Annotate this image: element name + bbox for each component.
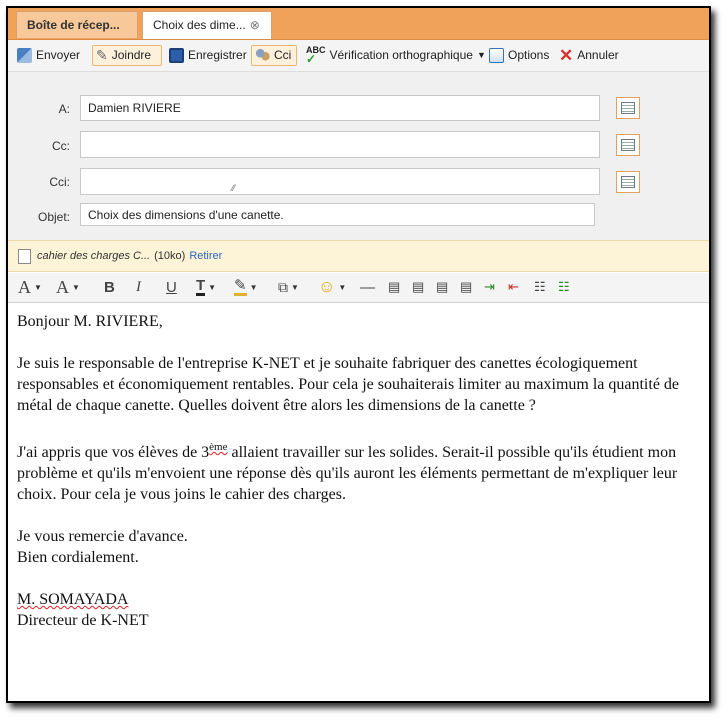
address-book-bcc-icon[interactable]: [616, 171, 640, 193]
tab-bar: [8, 8, 709, 40]
underline-icon[interactable]: U: [166, 278, 177, 296]
options-icon: [489, 48, 504, 63]
insert-link-icon[interactable]: ⧉ ▼: [278, 278, 299, 295]
paragraph-2-superscript: ème: [209, 441, 228, 453]
paragraph-2-start: J'ai appris que vos élèves de: [17, 444, 202, 461]
tab-compose[interactable]: [142, 11, 272, 39]
align-center-icon[interactable]: ▤: [412, 279, 425, 294]
send-label: Envoyer: [36, 48, 81, 62]
bcc-button[interactable]: [251, 45, 297, 66]
address-book-to-icon[interactable]: [616, 97, 640, 119]
resize-handle-icon[interactable]: ⁄⁄: [231, 183, 235, 193]
spellcheck-label: Vérification orthographique: [329, 48, 473, 62]
spellcheck-icon: ABC ✓: [306, 45, 326, 66]
italic-icon[interactable]: I: [136, 278, 141, 295]
indent-icon[interactable]: ⇥: [484, 279, 495, 294]
align-left-icon[interactable]: ▤: [388, 279, 401, 294]
bcc-label: Cci: [274, 48, 292, 62]
bcc-field[interactable]: [80, 168, 600, 195]
paragraph-2: [17, 437, 700, 505]
spellcheck-button[interactable]: [303, 45, 489, 66]
paragraph-1: Je suis le responsable de l'entreprise K-NET et je souhaite fabriquer des canettes écologiquement responsables et économiquement rentables. Pour cela je souhaiterais limiter au maximum la quantité de métal de chaque canette. Quelles doivent être alors les dimensions de la canette ?: [17, 355, 680, 414]
paperclip-icon: ✎: [96, 47, 108, 63]
format-toolbar: [8, 273, 709, 303]
remove-attachment-link[interactable]: Retirer: [189, 250, 223, 262]
subject-value: Choix des dimensions d'une canette.: [88, 207, 284, 222]
bullet-list-icon[interactable]: ☷: [558, 279, 570, 294]
paragraph-2-end: allaient travailler sur les solides. Serait-il possible qu'ils étudient mon problème et qu'ils m'envoient une réponse dès qu'ils auront les éléments permettant de m'expliquer leur choix. Pour cela je vous joins le cahier des charges.: [17, 444, 678, 503]
outdent-icon[interactable]: ⇤: [508, 279, 519, 294]
font-family-icon[interactable]: A ▼: [18, 276, 42, 297]
signature-name-text: M. SOMAYADA: [17, 591, 129, 608]
text-color-icon[interactable]: T ▼: [196, 276, 217, 294]
emoji-icon[interactable]: ☺ ▼: [318, 277, 347, 296]
save-icon: [169, 48, 184, 63]
numbered-list-icon[interactable]: ☷: [534, 279, 546, 294]
cancel-button[interactable]: [556, 45, 622, 66]
users-icon: [255, 48, 270, 63]
subject-field[interactable]: [80, 203, 595, 226]
to-value: Damien RIVIERE: [88, 101, 181, 115]
bold-icon[interactable]: B: [104, 278, 115, 296]
attach-label: Joindre: [111, 48, 152, 62]
options-button[interactable]: [486, 45, 552, 66]
tab-inbox-label: Boîte de récep...: [27, 18, 120, 32]
to-field[interactable]: [80, 95, 600, 121]
font-size-icon[interactable]: A ▼: [56, 276, 80, 297]
send-icon: [17, 48, 32, 63]
attach-button[interactable]: [92, 45, 162, 66]
attachment-bar: [8, 240, 709, 272]
chevron-down-icon: ▼: [476, 50, 486, 60]
horizontal-rule-icon[interactable]: —: [360, 278, 375, 296]
options-label: Options: [508, 48, 550, 62]
thanks-text: Je vous remercie d'avance.: [17, 528, 188, 545]
send-button[interactable]: [14, 45, 83, 66]
save-label: Enregistrer: [188, 48, 247, 62]
tab-compose-label: Choix des dime...: [153, 18, 246, 32]
cc-label: Cc:: [52, 139, 70, 153]
document-icon: [18, 249, 31, 264]
paragraph-2-grade: 3: [201, 444, 210, 461]
cc-field[interactable]: [80, 131, 600, 158]
align-justify-icon[interactable]: ▤: [460, 279, 473, 294]
signature-title: Directeur de K-NET: [17, 612, 149, 629]
cancel-label: Annuler: [577, 48, 619, 62]
close-icon: ✕: [559, 46, 574, 65]
address-book-cc-icon[interactable]: [616, 134, 640, 156]
bcc-field-label: Cci:: [49, 175, 70, 189]
save-button[interactable]: [166, 45, 250, 66]
to-label: A:: [58, 102, 70, 116]
compose-toolbar: [8, 40, 709, 72]
email-compose-window: [6, 6, 711, 703]
align-right-icon[interactable]: ▤: [436, 279, 449, 294]
subject-label: Objet:: [37, 210, 70, 224]
message-header: [8, 72, 709, 240]
closing-text: Bien cordialement.: [17, 549, 139, 566]
tab-inbox[interactable]: [16, 11, 138, 38]
highlight-icon[interactable]: ✎ ▼: [234, 276, 258, 294]
signature-name: [17, 589, 700, 610]
greeting-text: Bonjour M. RIVIERE,: [17, 313, 163, 330]
attachment-name: cahier des charges C...: [37, 250, 151, 262]
attachment-size: (10ko): [154, 250, 186, 262]
message-body-editor[interactable]: [8, 303, 709, 703]
close-tab-icon[interactable]: ⊗: [249, 18, 260, 32]
